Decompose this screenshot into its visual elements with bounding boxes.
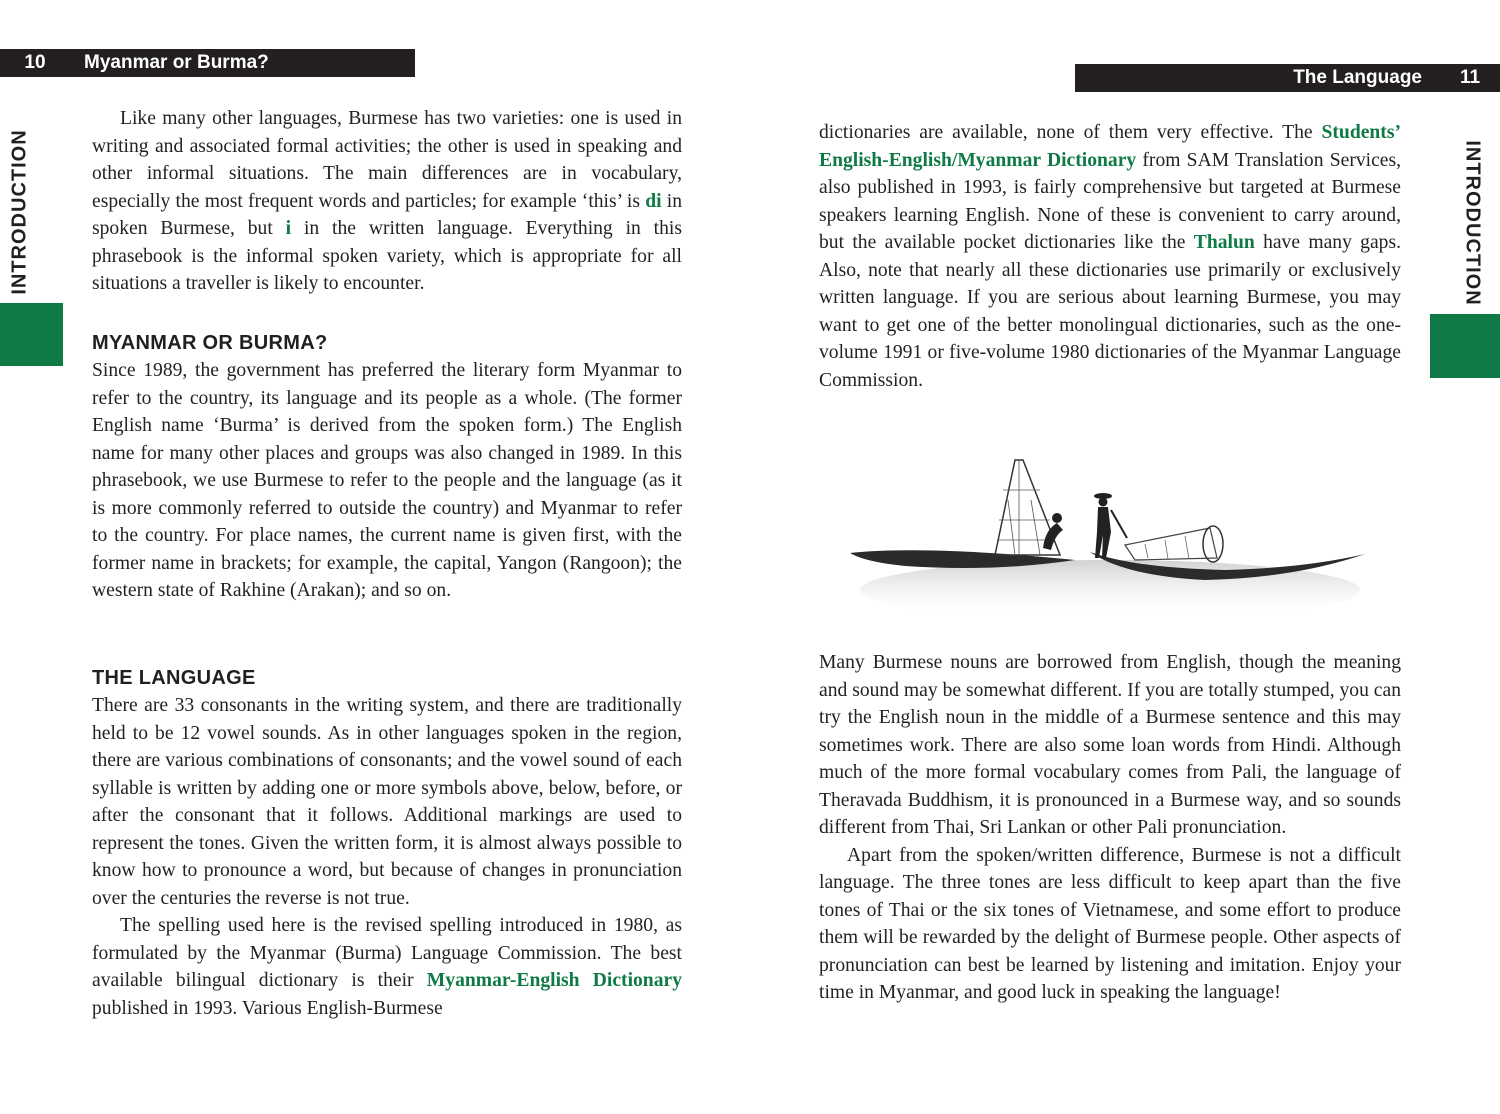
section-thumb-tab: [1430, 314, 1500, 378]
right-page: [750, 0, 1500, 1114]
dictionaries-paragraph: dictionaries are available, none of them very effective. The Students’ English-English/Myanmar Dictionary from SAM Translation Services, also published in 1993, is fairly comprehensive but targeted at Burmese speakers learning English. None of these is convenient to carry around, but the available pocket dictionaries like the Thalun have many gaps. Also, note that nearly all these dictionaries use primarily or exclusively written language. If you are serious about learning Burmese, you may want to get one of the better monolingual dictionaries, such as the one-volume 1991 or five-volume 1980 dictionaries of the Myanmar Language Commission.: [819, 122, 1401, 391]
page-number: 10: [24, 52, 46, 73]
left-running-header: [0, 49, 415, 77]
section-heading: THE LANGUAGE: [92, 667, 256, 689]
running-header-title: Myanmar or Burma?: [84, 52, 269, 73]
dictionary-title: Thalun: [1193, 232, 1255, 253]
running-header-title: The Language: [1293, 67, 1422, 88]
fishermen-boats-illustration: [845, 450, 1375, 640]
page-number: 11: [1459, 67, 1481, 88]
dictionary-title: Students’ English-English/Myanmar Dictionary: [819, 122, 1401, 171]
section-thumb-tab: [0, 303, 63, 366]
example-word-spoken: di: [645, 190, 662, 212]
loanwords-paragraph: [819, 649, 1401, 1007]
section-side-label: INTRODUCTION: [8, 129, 31, 295]
example-word-written: i: [285, 218, 292, 239]
section-the-language: [92, 664, 682, 1022]
intro-paragraph: Like many other languages, Burmese has two varieties: one is used in writing and associated formal activities; the other is used in speaking and other informal situations. The main differences are in vocabulary, especially the most frequent words and particles; for example ‘this’ is di in spoken Burmese, but i in the written language. Everything in this phrasebook is the informal spoken variety, which is appropriate for all situations a traveller is likely to encounter.: [92, 108, 683, 294]
section-body: There are 33 consonants in the writing system, and there are traditionally held to be 12 vowel sounds. As in other languages spoken in the region, there are various combinations of consonants; and the vowel sound of each syllable is written by adding one or more symbols above, below, before, or after the consonant that it follows. Additional markings are used to represent the tones. Given the written form, it is almost always possible to know how to pronounce a word, but because of changes in pronunciation over the centuries the reverse is not true.: [92, 695, 682, 909]
paragraph: Apart from the spoken/written difference, Burmese is not a difficult language. The three tones are less difficult to keep apart than the five tones of Thai or the six tones of Vietnamese, and some effort to produce them will be rewarded by the delight of Burmese people. Other aspects of pronunciation can best be learned by listening and imitation. Enjoy your time in Myanmar, and good luck in speaking the language!: [819, 844, 1401, 1003]
section-side-label: INTRODUCTION: [1461, 140, 1484, 306]
section-myanmar-or-burma: [92, 329, 682, 605]
section-body: The spelling used here is the revised spelling introduced in 1980, as formulated by the Myanmar (Burma) Language Commission. The best available bilingual dictionary is their Myanmar-English Dictionary published in 1993. Various English-Burmese: [92, 915, 682, 1019]
section-body: Since 1989, the government has preferred the literary form Myanmar to refer to the country, its language and its people as a whole. (The former English name ‘Burma’ is derived from the spoken form.) The English name for many other places and groups was also changed in 1989. In this phrasebook, we use Burmese to refer to the people and the language (as it is more commonly referred to outside the country) and Myanmar to refer to the country. For place names, the current name is given first, with the former name in brackets; for example, the capital, Yangon (Rangoon); the western state of Rakhine (Arakan); and so on.: [92, 360, 682, 601]
right-running-header: [1075, 64, 1500, 92]
section-heading: MYANMAR OR BURMA?: [92, 332, 328, 354]
paragraph: Many Burmese nouns are borrowed from English, though the meaning and sound may be somewhat different. If you are totally stumped, you can try the English noun in the middle of a Burmese sentence and this may sometimes work. There are also some loan words from Hindi. Although much of the more formal vocabulary comes from Pali, the language of Theravada Buddhism, it is pronounced in a Burmese way, and so sounds different from Thai, Sri Lankan or other Pali pronunciation.: [819, 652, 1401, 838]
dictionary-title: Myanmar-English Dictionary: [426, 970, 682, 991]
